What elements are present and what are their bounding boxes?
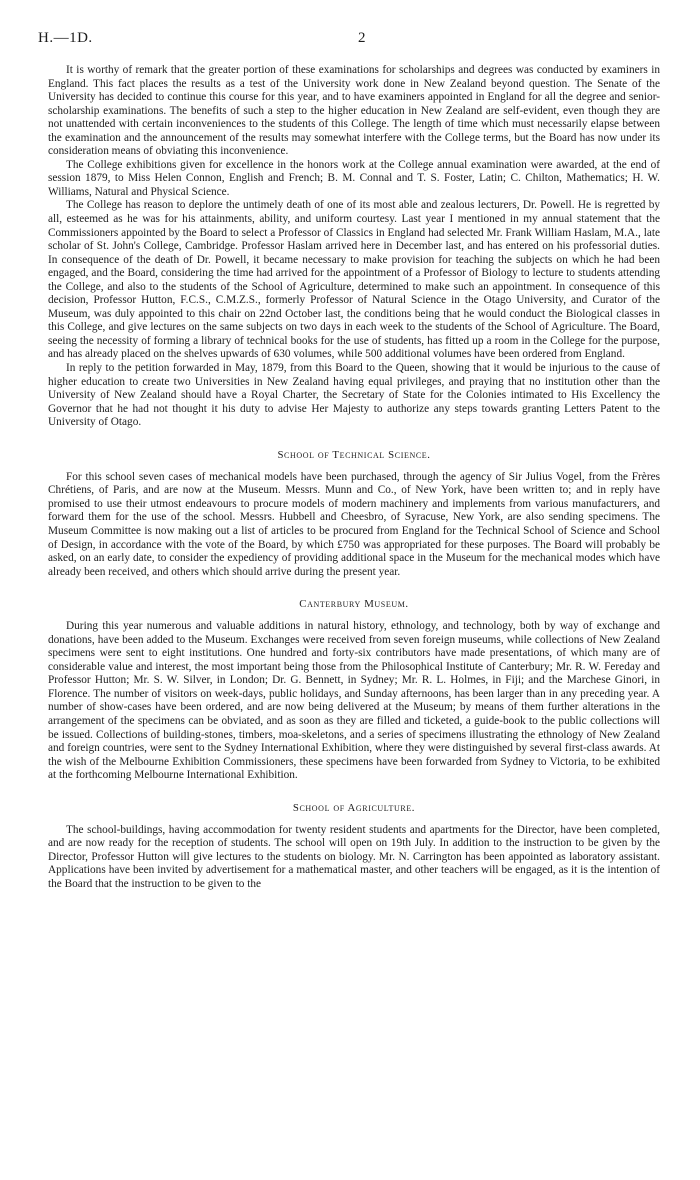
section-heading: School of Agriculture. — [292, 801, 416, 814]
paragraph: For this school seven cases of mechanical models have been purchased, through the agency of Sir Julius Vogel, from the Frères Chrétiens, of Paris, and are now at the Museum. Messrs. Munn and Co., of New York, have been written to; and in reply have promised to use their utmost endeavours to procure models of modern machinery and implements from various manufacturers, and forward them for the use of the school. Messrs. Hubbell and Cheesbro, of Syracuse, New York, are also sending specimens. The Museum Committee is now making out a list of articles to be procured from England for the Technical School of Science and School of Design, in accordance with the vote of the Board, by which £750 was appropriated for these purposes. The Board will probably be asked, on an early date, to consider the expediency of providing additional space in the Museum for the mechanical modes which have already been received, and others which should arrive during the present year. — [48, 470, 660, 578]
paragraph: During this year numerous and valuable additions in natural history, ethnology, and technology, both by way of exchange and donations, have been added to the Museum. Exchanges were received from seven foreign museums, while collections of New Zealand specimens were sent to eight institutions. One hundred and forty-six contributors have made presentations, of which many are of considerable value and interest, the most important being those from the Philosophical Institute of Canterbury; Mr. R. W. Fereday and Professor Hutton; Mr. S. W. Silver, in London; Dr. G. Bennett, in Sydney; Mr. R. L. Holmes, in Fiji; and the Marchese Ginori, in Florence. The number of visitors on week-days, public holidays, and Sunday afternoons, has been larger than in any preceding year. A number of show-cases have been ordered, and are now being delivered at the Museum; by means of them further alterations in the arrangement of the specimens can be obviated, and as soon as they are filled and ticketed, a guide-book to the public collections will be issued. Collections of building-stones, timbers, moa-skeletons, and a series of specimens illustrating the ethnology of New Zealand and foreign countries, were sent to the Sydney International Exhibition, where they were distinguished by several first-class awards. At the wish of the Melbourne Exhibition Commissioners, these specimens have been forwarded from Sydney to Victoria, to be exhibited at the forthcoming Melbourne International Exhibition. — [48, 620, 660, 782]
intro-section — [48, 64, 660, 430]
section-heading: School of Technical Science. — [277, 448, 431, 461]
section-heading: Canterbury Museum. — [299, 598, 409, 611]
technical-science-section — [48, 449, 660, 579]
paragraph: The College has reason to deplore the untimely death of one of its most able and zealous lecturers, Dr. Powell. He is regretted by all, esteemed as he was for his attainments, ability, and uniform courtesy. Last year I mentioned in my annual statement that the Commissioners appointed by the Board to select a Professor of Classics in England had selected Mr. Frank William Haslam, M.A., late scholar of St. John's College, Cambridge. Professor Haslam arrived here in December last, and has entered on his professorial duties. In consequence of the death of Dr. Powell, it became necessary to make provision for teaching the subjects on which he had been engaged, and the Board, considering the time had arrived for the appointment of a Professor of Biology to lecture to students attending the College, and also to the students of the School of Agriculture, determined to make such an appointment. In consequence of this decision, Professor Hutton, F.C.S., C.M.Z.S., formerly Professor of Natural Science in the Otago University, and Curator of the Museum, was duly appointed to this chair on 22nd October last, the conditions being that he would conduct the Biological classes in this College, and give lectures on the same subjects on two days in each week to the students of the School of Agriculture. The Board, seeing the necessity of forming a library of technical books for the use of students, has fitted up a room in the College for the purpose, and has already placed on the shelves upwards of 630 volumes, while 500 additional volumes have been ordered from England. — [48, 199, 660, 361]
agriculture-section — [48, 802, 660, 892]
page-number: 2 — [358, 30, 366, 46]
document-code: H.—1D. — [38, 30, 93, 46]
paragraph: The College exhibitions given for excellence in the honors work at the College annual examination were awarded, at the end of session 1879, to Miss Helen Connon, English and French; B. M. Connal and T. S. Foster, Latin; C. Chilton, Mathematics; H. W. Williams, Natural and Physical Science. — [48, 158, 660, 198]
page-header — [38, 30, 660, 56]
paragraph: In reply to the petition forwarded in May, 1879, from this Board to the Queen, showing that it would be injurious to the cause of higher education to create two Universities in New Zealand having equal privileges, and praying that no institution other than the University of New Zealand should have a Royal Charter, the Secretary of State for the Colonies intimated to His Excellency the Governor that he had not thought it his duty to advise Her Majesty to authorize any steps towards granting Letters Patent to the University of Otago. — [48, 362, 660, 429]
paragraph: It is worthy of remark that the greater portion of these examinations for scholarships and degrees was conducted by examiners in England. This fact places the results as a test of the University work done in New Zealand beyond question. The Senate of the University has decided to continue this course for this year, and to have examiners appointed in England for all the degree and senior-scholarship examinations. The benefits of such a step to the higher education in New Zealand are self-evident, even though they are not unattended with certain inconveniences to the students of this College. The length of time which must necessarily elapse between the examination and the announcement of the results may somewhat interfere with the College terms, but the Board has now under its consideration means of obviating this inconvenience. — [48, 64, 660, 158]
paragraph: The school-buildings, having accommodation for twenty resident students and apartments for the Director, have been completed, and are now ready for the reception of students. The school will open on 19th July. In addition to the instruction to be given by the Director, Professor Hutton will give lectures to the students on biology. Mr. N. Carrington has been appointed as laboratory assistant. Applications have been invited by advertisement for a mathematical master, and other teachers will be engaged, as it is the intention of the Board that the instruction to be given to the — [48, 823, 660, 890]
canterbury-museum-section — [48, 598, 660, 783]
